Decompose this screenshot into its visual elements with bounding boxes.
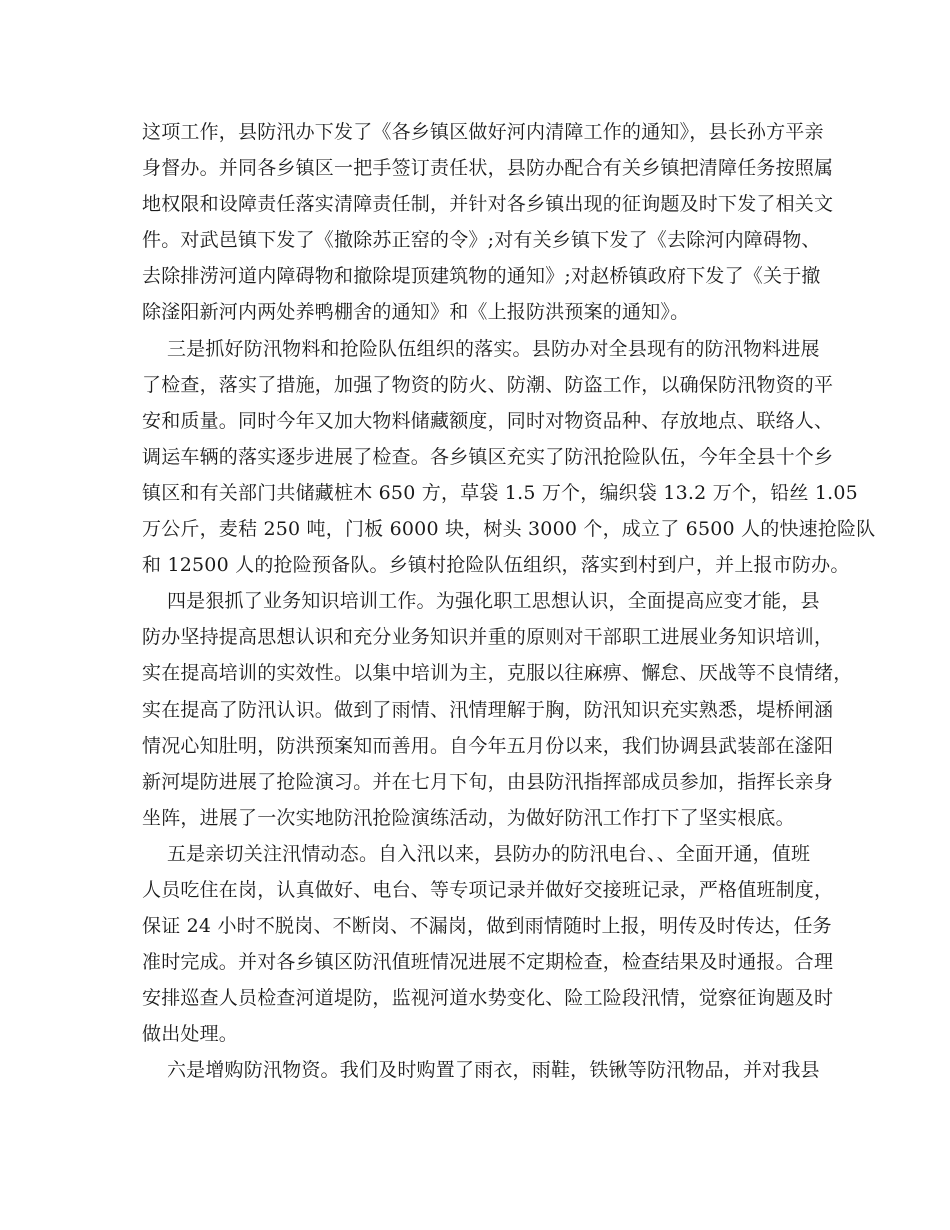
text-line: 四是狠抓了业务知识培训工作。为强化职工思想认识，全面提高应变才能，县 (142, 590, 820, 613)
text-line: 新河堤防进展了抢险演习。并在七月下旬，由县防汛指挥部成员参加，指挥长亲身 (142, 770, 834, 793)
text-line: 除滏阳新河内两处养鸭棚舍的通知》和《上报防洪预案的通知》。 (142, 301, 690, 324)
text-line: 六是增购防汛物资。我们及时购置了雨衣，雨鞋，铁锹等防汛物品，并对我县 (142, 1059, 820, 1082)
text-line: 这项工作，县防汛办下发了《各乡镇区做好河内清障工作的通知》，县长孙方平亲 (142, 121, 824, 143)
text-line: 实在提高了防汛认识。做到了雨情、汛情理解于胸，防汛知识充实熟悉，堤桥闸涵 (142, 698, 834, 721)
text-line: 五是亲切关注汛情动态。自入汛以来，县防办的防汛电台、、全面开通，值班 (142, 842, 811, 865)
text-line: 坐阵，进展了一次实地防汛抢险演练活动，为做好防汛工作打下了坚实根底。 (142, 806, 795, 829)
text-line: 去除排涝河道内障碍物和撤除堤顶建筑物的通知》;对赵桥镇政府下发了《关于撤 (142, 265, 821, 288)
text-line: 地权限和设障责任落实清障责任制，并针对各乡镇出现的征询题及时下发了相关文 (142, 193, 834, 216)
text-line: 身督办。并同各乡镇区一把手签订责任状，县防办配合有关乡镇把清障任务按照属 (142, 157, 834, 180)
text-line: 人员吃住在岗，认真做好、电台、等专项记录并做好交接班记录，严格值班制度， (142, 878, 834, 901)
text-line: 安和质量。同时今年又加大物料储藏额度，同时对物资品种、存放地点、联络人、 (142, 409, 834, 432)
text-line: 镇区和有关部门共储藏桩木 650 方，草袋 1.5 万个，编织袋 13.2 万个，铅丝 1.05 (142, 481, 858, 504)
text-line: 防办坚持提高思想认识和充分业务知识并重的原则对干部职工进展业务知识培训， (142, 626, 834, 649)
text-line: 了检查，落实了措施，加强了物资的防火、防潮、防盗工作，以确保防汛物资的平 (142, 373, 834, 396)
document-body (142, 114, 876, 1089)
text-line: 做出处理。 (142, 1023, 239, 1046)
text-line: 万公斤，麦秸 250 吨，门板 6000 块，树头 3000 个，成立了 6500 人的快速抢险队 (142, 518, 876, 541)
text-line: 件。对武邑镇下发了《撤除苏正窑的令》;对有关乡镇下发了《去除河内障碍物、 (142, 229, 821, 252)
text-line: 保证 24 小时不脱岗、不断岗、不漏岗，做到雨情随时上报，明传及时传达，任务 (142, 915, 832, 938)
text-line: 和 12500 人的抢险预备队。乡镇村抢险队伍组织，落实到村到户，并上报市防办。 (142, 554, 850, 577)
text-line: 准时完成。并对各乡镇区防汛值班情况进展不定期检查，检查结果及时通报。合理 (142, 951, 834, 974)
text-line: 实在提高培训的实效性。以集中培训为主，克服以往麻痹、懈怠、厌战等不良情绪， (142, 662, 853, 685)
text-line: 情况心知肚明，防洪预案知而善用。自今年五月份以来，我们协调县武装部在滏阳 (142, 734, 834, 757)
text-line: 三是抓好防汛物料和抢险队伍组织的落实。县防办对全县现有的防汛物料进展 (142, 337, 820, 360)
text-line: 安排巡查人员检查河道堤防，监视河道水势变化、险工险段汛情，觉察征询题及时 (142, 987, 834, 1010)
text-line: 调运车辆的落实逐步进展了检查。各乡镇区充实了防汛抢险队伍，今年全县十个乡 (142, 445, 834, 468)
